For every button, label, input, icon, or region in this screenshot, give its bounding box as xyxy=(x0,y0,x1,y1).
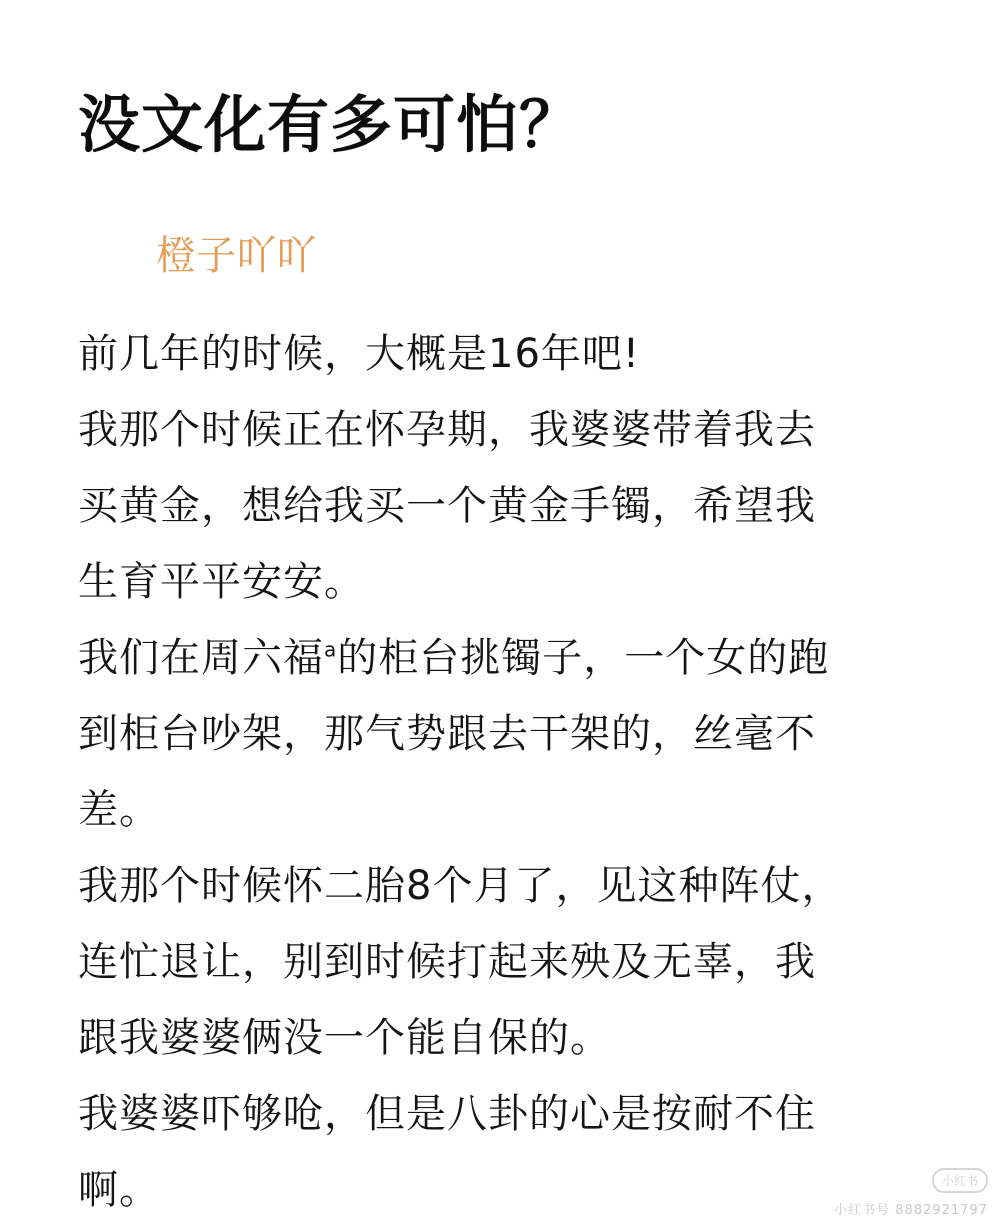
body-line: 我婆婆吓够呛，但是八卦的心是按耐不住 xyxy=(78,1091,816,1137)
body-line: 啊。 xyxy=(78,1167,160,1213)
body-line xyxy=(78,620,958,696)
body-line-text: 我们在周六福 xyxy=(78,635,324,681)
body-line: 我那个时候怀二胎8个月了，见这种阵仗， xyxy=(78,863,843,909)
body-line: 连忙退让，别到时候打起来殃及无辜，我 xyxy=(78,939,816,985)
body-line: 差。 xyxy=(78,787,160,833)
superscript-mark: a xyxy=(324,637,338,662)
body-line-text: 的柜台挑镯子，一个女的跑 xyxy=(337,635,830,681)
article-body xyxy=(78,316,958,1228)
watermark-id: 小红书号 8882921797 xyxy=(834,1203,988,1218)
body-line: 生育平平安安。 xyxy=(78,559,365,605)
body-line: 跟我婆婆俩没一个能自保的。 xyxy=(78,1015,611,1061)
author-name: 橙子吖吖 xyxy=(156,233,316,279)
body-line: 买黄金，想给我买一个黄金手镯，希望我 xyxy=(78,483,816,529)
watermark xyxy=(834,1168,988,1218)
watermark-logo: 小红书 xyxy=(932,1168,988,1193)
article-title: 没文化有多可怕？ xyxy=(78,88,583,161)
body-line: 到柜台吵架，那气势跟去干架的，丝毫不 xyxy=(78,711,816,757)
body-line: 前几年的时候，大概是16年吧! xyxy=(78,331,640,377)
body-line: 我那个时候正在怀孕期，我婆婆带着我去 xyxy=(78,407,816,453)
